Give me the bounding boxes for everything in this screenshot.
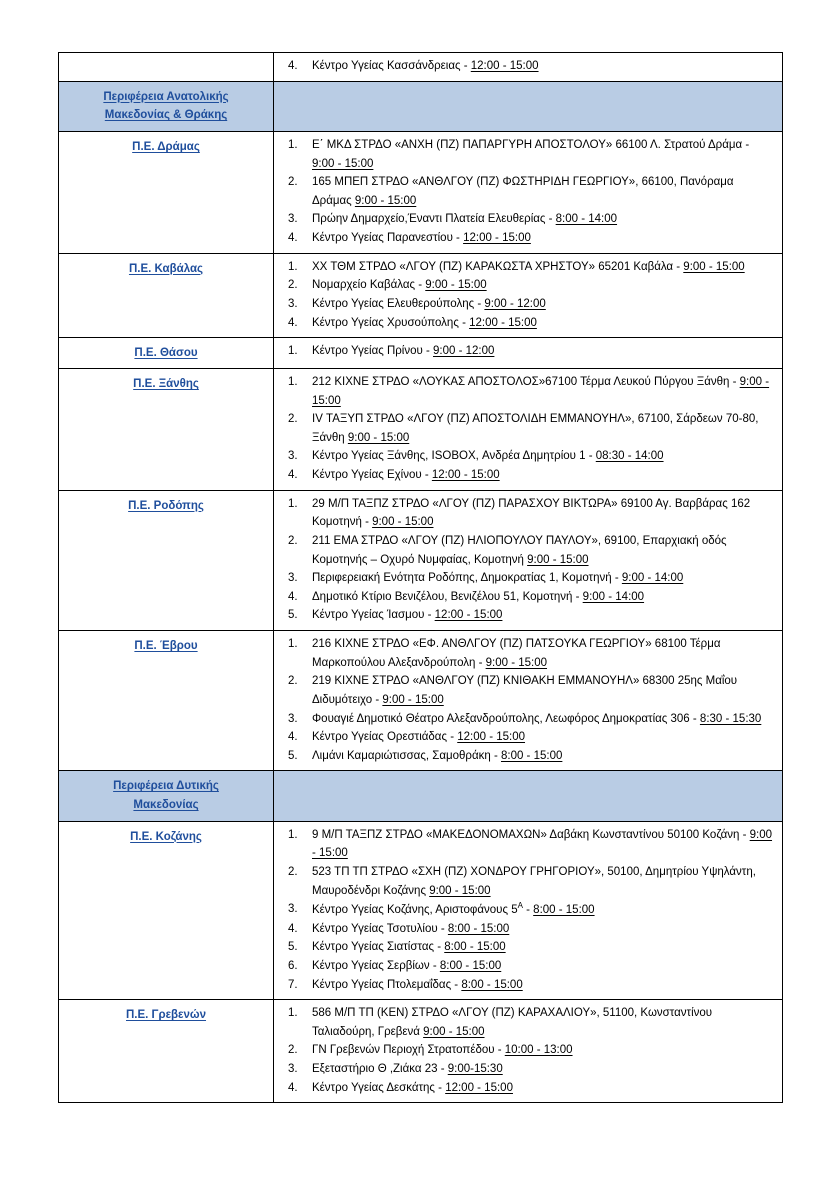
item-text: 586 Μ/Π ΤΠ (ΚΕΝ) ΣΤΡΔΟ «ΛΓΟΥ (ΠΖ) ΚΑΡΑΧΑΛΙΟΥ», 51100, Κωνσταντίνου Ταλιαδούρη, Γρεβενά 9:00 - 15:00 <box>312 1007 713 1038</box>
list-item <box>280 373 774 410</box>
list-item <box>280 747 774 766</box>
item-time: 9:00 - 15:00 <box>372 516 434 529</box>
item-text: IV ΤΑΞΥΠ ΣΤΡΔΟ «ΛΓΟΥ (ΠΖ) ΑΠΟΣΤΟΛΙΔΗ ΕΜΜΑΝΟΥΗΛ», 67100, Σάρδεων 70-80, Ξάνθη 9:00 - 15:00 <box>312 413 759 444</box>
list-item <box>280 569 774 588</box>
item-number: 2. <box>288 413 298 426</box>
item-text: Κέντρο Υγείας Χρυσούπολης - 12:00 - 15:00 <box>312 316 537 329</box>
item-text: 212 ΚΙΧΝΕ ΣΤΡΔΟ «ΛΟΥΚΑΣ ΑΠΟΣΤΟΛΟΣ»67100 Τέρμα Λευκού Πύργου Ξάνθη - 9:00 - 15:00 <box>312 375 770 407</box>
item-time: 8:00 - 15:00 <box>447 922 510 935</box>
items-list <box>280 495 774 625</box>
item-text: Κέντρο Υγείας Ορεστιάδας - 12:00 - 15:00 <box>312 731 526 744</box>
items-list <box>280 826 774 994</box>
item-number: 1. <box>288 497 298 510</box>
item-number: 4. <box>288 469 298 482</box>
region-label-text: Π.Ε. Δράμας <box>132 140 200 153</box>
item-time: 8:30 - 15:30 <box>699 712 762 725</box>
region-label <box>59 1000 273 1030</box>
list-item <box>280 900 774 919</box>
item-number: 3. <box>288 297 298 310</box>
health-points-table <box>58 52 783 1103</box>
item-time: 12:00 - 15:00 <box>431 469 500 482</box>
item-number: 5. <box>288 941 298 954</box>
region-label <box>59 254 273 284</box>
region-label-text: Π.Ε. Ξάνθης <box>133 377 199 390</box>
item-time: 9:00 - 15:00 <box>382 693 444 706</box>
region-label <box>59 132 273 162</box>
list-item <box>280 466 774 485</box>
region-label-text: Π.Ε. Καβάλας <box>128 262 204 275</box>
table-row <box>59 821 783 999</box>
item-number: 3. <box>288 213 298 226</box>
list-item <box>280 920 774 939</box>
item-text: Κέντρο Υγείας Σιατίστας - 8:00 - 15:00 <box>312 941 506 954</box>
region-cell <box>59 771 274 821</box>
list-item <box>280 57 774 76</box>
table-row <box>59 253 783 338</box>
items-list <box>280 258 774 333</box>
item-time: 9:00 - 15:00 <box>312 157 374 170</box>
list-item <box>280 863 774 900</box>
item-time: 10:00 - 13:00 <box>504 1044 573 1057</box>
item-text: 29 Μ/Π ΤΑΞΠΖ ΣΤΡΔΟ «ΛΓΟΥ (ΠΖ) ΠΑΡΑΣΧΟΥ ΒΙΚΤΩΡΑ» 69100 Αγ. Βαρβάρας 162 Κομοτηνή - 9:00 - 15:00 <box>312 497 751 529</box>
item-text: 211 ΕΜΑ ΣΤΡΔΟ «ΛΓΟΥ (ΠΖ) ΗΛΙΟΠΟΥΛΟΥ ΠΑΥΛΟΥ», 69100, Επαρχιακή οδός Κομοτηνής – Οχυρό Νυμφαίας, Κομοτηνή 9:00 - 15:00 <box>312 534 727 566</box>
region-band-row <box>59 771 783 821</box>
items-list <box>280 1004 774 1097</box>
item-time: 9:00 - 15:00 <box>354 194 417 207</box>
list-item <box>280 1079 774 1098</box>
region-label-text: Π.Ε. Γρεβενών <box>125 1009 207 1022</box>
items-cell <box>274 338 783 369</box>
item-text: Ε΄ ΜΚΔ ΣΤΡΔΟ «ΑΝΧΗ (ΠΖ) ΠΑΠΑΡΓΥΡΗ ΑΠΟΣΤΟΛΟΥ» 66100 Λ. Στρατού Δράμα - 9:00 - 15:00 <box>312 138 750 170</box>
items-list <box>280 373 774 485</box>
list-item <box>280 173 774 210</box>
items-cell <box>274 131 783 253</box>
table-body <box>59 53 783 1103</box>
region-cell <box>59 631 274 771</box>
item-time: 8:00 - 15:00 <box>439 959 502 972</box>
region-label-line-2: Μακεδονίας <box>133 799 199 812</box>
item-superscript: Α <box>517 901 523 911</box>
items-cell <box>274 368 783 490</box>
item-time: 9:00 - 14:00 <box>582 590 645 603</box>
list-item <box>280 410 774 447</box>
item-time: 12:00 - 15:00 <box>434 609 503 622</box>
items-cell <box>274 1000 783 1103</box>
region-label <box>59 491 273 521</box>
items-cell <box>274 81 783 131</box>
region-cell <box>59 81 274 131</box>
list-item <box>280 532 774 569</box>
item-number: 5. <box>288 749 298 762</box>
table-row <box>59 368 783 490</box>
item-time: 9:00 - 15:00 <box>347 431 410 444</box>
region-label-text: Π.Ε. Θάσου <box>134 347 198 360</box>
item-number: 2. <box>288 279 298 292</box>
item-time: 9:00 - 12:00 <box>484 297 546 310</box>
list-item <box>280 258 774 277</box>
region-label <box>59 369 273 399</box>
item-text: Κέντρο Υγείας Κασσάνδρειας - 12:00 - 15:00 <box>312 60 539 72</box>
region-cell <box>59 490 274 630</box>
region-label <box>59 771 273 820</box>
item-text: Κέντρο Υγείας Δεσκάτης - 12:00 - 15:00 <box>312 1081 513 1094</box>
list-item <box>280 314 774 333</box>
item-time: 12:00 - 15:00 <box>457 731 526 744</box>
item-number: 2. <box>288 675 298 688</box>
list-item <box>280 210 774 229</box>
items-cell <box>274 821 783 999</box>
item-time: 12:00 - 15:00 <box>445 1081 513 1094</box>
item-text: Κέντρο Υγείας Πτολεμαΐδας - 8:00 - 15:00 <box>312 978 523 991</box>
list-item <box>280 447 774 466</box>
item-text: Κέντρο Υγείας Κοζάνης, Αριστοφάνους $5^A$ - 8:00 - 15:00 <box>312 901 595 917</box>
items-list <box>280 342 774 361</box>
item-time: 8:00 - 15:00 <box>461 978 523 991</box>
item-number: 1. <box>288 828 298 841</box>
list-item <box>280 938 774 957</box>
region-label-line-1: Περιφέρεια Ανατολικής <box>103 90 229 103</box>
item-number: 4. <box>288 60 298 72</box>
item-time: 9:00 - 15:00 <box>425 279 487 292</box>
item-number: 1. <box>288 375 298 388</box>
region-label <box>59 822 273 852</box>
table-row <box>59 131 783 253</box>
item-text: Κέντρο Υγείας Παρανεστίου - 12:00 - 15:00 <box>312 232 531 245</box>
item-number: 4. <box>288 590 298 603</box>
item-text: Κέντρο Υγείας Σερβίων - 8:00 - 15:00 <box>312 959 502 972</box>
item-text: Εξεταστήριο Θ ,Ζιάκα 23 - 9:00-15:30 <box>312 1063 503 1076</box>
item-number: 2. <box>288 865 298 878</box>
list-item <box>280 1041 774 1060</box>
item-text: Κέντρο Υγείας Ελευθερούπολης - 9:00 - 12:00 <box>312 297 546 310</box>
item-text: Κέντρο Υγείας Τσοτυλίου - 8:00 - 15:00 <box>312 922 510 935</box>
item-number: 3. <box>288 572 298 585</box>
region-cell <box>59 253 274 338</box>
list-item <box>280 276 774 295</box>
item-time: 8:00 - 15:00 <box>444 941 506 954</box>
item-number: 4. <box>288 316 298 329</box>
item-time: 9:00 - 15:00 <box>429 884 491 897</box>
region-label-text: Π.Ε. Κοζάνης <box>130 830 202 843</box>
item-text: 219 ΚΙΧΝΕ ΣΤΡΔΟ «ΑΝΘΛΓΟΥ (ΠΖ) ΚΝΙΘΑΚΗ ΕΜΜΑΝΟΥΗΛ» 68300 25ης Μαΐου Διδυμότειχο - 9:00 - 15:00 <box>312 675 738 706</box>
table-row <box>59 490 783 630</box>
list-item <box>280 1060 774 1079</box>
item-number: 7. <box>288 978 298 991</box>
list-item <box>280 495 774 532</box>
item-time: 9:00 - 15:00 <box>312 375 770 407</box>
item-number: 2. <box>288 534 298 547</box>
item-number: 4. <box>288 232 298 245</box>
item-time: 12:00 - 15:00 <box>469 316 537 329</box>
item-number: 2. <box>288 176 298 189</box>
item-time: 12:00 - 15:00 <box>463 232 531 245</box>
region-label-line-2: Μακεδονίας & Θράκης <box>104 109 228 122</box>
item-time: 8:00 - 14:00 <box>555 213 618 226</box>
item-number: 4. <box>288 1081 298 1094</box>
item-time: 9:00 - 15:00 <box>485 656 548 669</box>
item-time: 9:00 - 15:00 <box>683 260 745 273</box>
list-item <box>280 672 774 709</box>
items-list <box>280 57 774 76</box>
list-item <box>280 826 774 863</box>
list-item <box>280 635 774 672</box>
item-number: 4. <box>288 731 298 744</box>
item-number: 1. <box>288 638 298 651</box>
item-text: Κέντρο Υγείας Ίασμου - 12:00 - 15:00 <box>312 609 503 622</box>
item-time: 12:00 - 15:00 <box>470 60 539 72</box>
list-item <box>280 710 774 729</box>
items-cell <box>274 631 783 771</box>
item-number: 1. <box>288 345 298 358</box>
item-text: Φουαγιέ Δημοτικό Θέατρο Αλεξανδρούπολης, Λεωφόρος Δημοκρατίας 306 - 8:30 - 15:30 <box>312 712 762 725</box>
region-cell <box>59 338 274 369</box>
table-row <box>59 53 783 82</box>
list-item <box>280 229 774 248</box>
region-label <box>59 338 273 368</box>
table-row <box>59 338 783 369</box>
region-band-row <box>59 81 783 131</box>
item-number: 5. <box>288 609 298 622</box>
region-cell <box>59 131 274 253</box>
list-item <box>280 976 774 995</box>
item-text: Νομαρχείο Καβάλας - 9:00 - 15:00 <box>312 279 487 292</box>
region-label-text: Π.Ε. Έβρου <box>134 640 198 653</box>
region-label <box>59 631 273 661</box>
list-item <box>280 295 774 314</box>
list-item <box>280 136 774 173</box>
item-text: Περιφερειακή Ενότητα Ροδόπης, Δημοκρατίας 1, Κομοτηνή - 9:00 - 14:00 <box>312 572 684 585</box>
item-text: Κέντρο Υγείας Ξάνθης, ISOBOX, Ανδρέα Δημητρίου 1 - 08:30 - 14:00 <box>312 450 664 463</box>
items-cell <box>274 771 783 821</box>
item-number: 3. <box>288 450 298 463</box>
item-number: 1. <box>288 260 298 273</box>
item-number: 3. <box>288 712 298 725</box>
item-text: 165 ΜΠΕΠ ΣΤΡΔΟ «ΑΝΘΛΓΟΥ (ΠΖ) ΦΩΣΤΗΡΙΔΗ ΓΕΩΡΓΙΟΥ», 66100, Πανόραμα Δράμας 9:00 - 15:00 <box>312 176 734 207</box>
list-item <box>280 342 774 361</box>
item-text: Κέντρο Υγείας Πρίνου - 9:00 - 12:00 <box>312 345 495 358</box>
items-cell <box>274 253 783 338</box>
item-number: 3. <box>288 1063 298 1076</box>
list-item <box>280 957 774 976</box>
item-text: 523 ΤΠ ΤΠ ΣΤΡΔΟ «ΣΧΗ (ΠΖ) ΧΟΝΔΡΟΥ ΓΡΗΓΟΡΙΟΥ», 50100, Δημητρίου Υψηλάντη, Μαυροδένδρι Κοζάνης 9:00 - 15:00 <box>312 865 756 897</box>
item-time: 9:00 - 15:00 <box>527 553 589 566</box>
item-text: Κέντρο Υγείας Εχίνου - 12:00 - 15:00 <box>312 469 500 482</box>
item-number: 2. <box>288 1044 298 1057</box>
item-time: 8:00 - 15:00 <box>533 904 595 917</box>
item-time: 9:00 - 15:00 <box>312 828 773 860</box>
item-text: Πρώην Δημαρχείο,Έναντι Πλατεία Ελευθερίας - 8:00 - 14:00 <box>312 213 618 226</box>
region-cell <box>59 1000 274 1103</box>
region-cell <box>59 821 274 999</box>
table-row <box>59 1000 783 1103</box>
region-cell <box>59 368 274 490</box>
item-text: ΧΧ ΤΘΜ ΣΤΡΔΟ «ΛΓΟΥ (ΠΖ) ΚΑΡΑΚΩΣΤΑ ΧΡΗΣΤΟΥ» 65201 Καβάλα - 9:00 - 15:00 <box>312 260 745 273</box>
item-time: 9:00 - 14:00 <box>621 572 684 585</box>
region-cell <box>59 53 274 82</box>
item-text: Λιμάνι Καμαριώτισσας, Σαμοθράκη - 8:00 - 15:00 <box>312 749 563 762</box>
item-time: 08:30 - 14:00 <box>595 450 664 463</box>
region-label-line-1: Περιφέρεια Δυτικής <box>113 780 219 793</box>
item-time: 8:00 - 15:00 <box>500 749 563 762</box>
item-text: ΓΝ Γρεβενών Περιοχή Στρατοπέδου - 10:00 - 13:00 <box>312 1044 573 1057</box>
list-item <box>280 588 774 607</box>
item-number: 6. <box>288 959 298 972</box>
region-label <box>59 82 273 131</box>
item-number: 1. <box>288 138 298 151</box>
items-list <box>280 635 774 765</box>
items-list <box>280 136 774 248</box>
items-cell <box>274 53 783 82</box>
item-text: 216 ΚΙΧΝΕ ΣΤΡΔΟ «ΕΦ. ΑΝΘΛΓΟΥ (ΠΖ) ΠΑΤΣΟΥΚΑ ΓΕΩΡΓΙΟΥ» 68100 Τέρμα Μαρκοπούλου Αλεξανδρούπολη - 9:00 - 15:00 <box>312 638 721 669</box>
region-label-text: Π.Ε. Ροδόπης <box>128 499 204 512</box>
item-number: 3. <box>288 903 298 916</box>
list-item <box>280 1004 774 1041</box>
item-text: Δημοτικό Κτίριο Βενιζέλου, Βενιζέλου 51, Κομοτηνή - 9:00 - 14:00 <box>312 590 645 603</box>
item-text: 9 Μ/Π ΤΑΞΠΖ ΣΤΡΔΟ «ΜΑΚΕΔΟΝΟΜΑΧΩΝ» Δαβάκη Κωνσταντίνου 50100 Κοζάνη - 9:00 - 15:00 <box>312 828 773 860</box>
item-time: 9:00-15:30 <box>447 1063 503 1076</box>
items-cell <box>274 490 783 630</box>
list-item <box>280 728 774 747</box>
region-label-empty <box>59 53 273 64</box>
table-row <box>59 631 783 771</box>
list-item <box>280 606 774 625</box>
item-number: 4. <box>288 922 298 935</box>
item-time: 9:00 - 12:00 <box>433 345 495 358</box>
item-number: 1. <box>288 1007 298 1020</box>
item-time: 9:00 - 15:00 <box>423 1025 485 1038</box>
